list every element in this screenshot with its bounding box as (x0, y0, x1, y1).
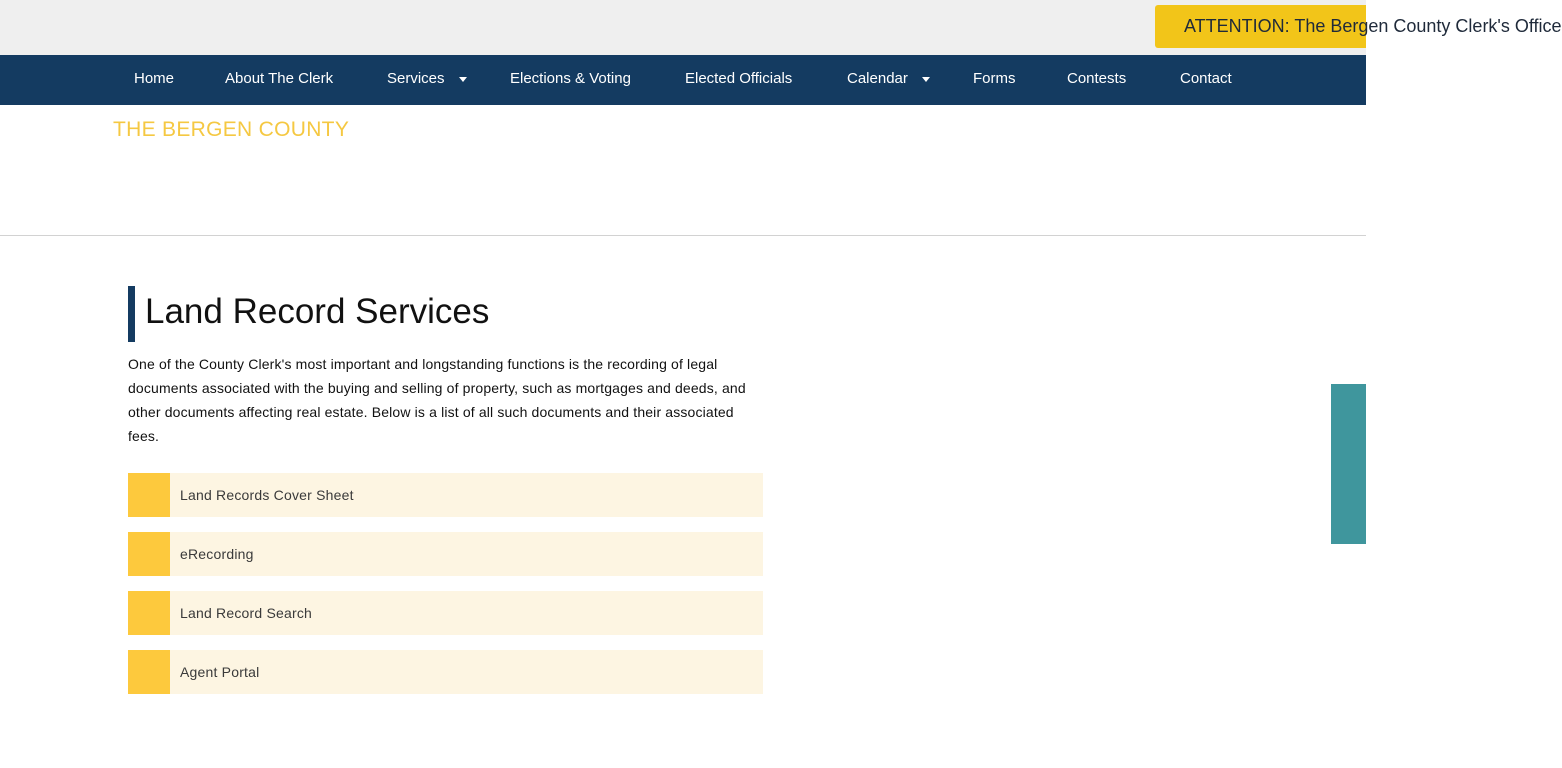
nav-forms[interactable] (973, 55, 1016, 105)
intro-paragraph: One of the County Clerk's most important and longstanding functions is the recording of legal documents associated with the buying and selling of property, such as mortgages and deeds, and other documents affecting real estate. Below is a list of all such documents and their associated fees. (128, 356, 746, 444)
title-accent-bar (128, 286, 135, 342)
chevron-down-icon (459, 77, 467, 82)
link-accent-block (128, 473, 170, 517)
nav-contact-label: Contact (1180, 70, 1232, 87)
link-land-records-cover-sheet[interactable] (128, 473, 763, 517)
nav-contests[interactable] (1067, 55, 1126, 105)
nav-services-label: Services (387, 70, 445, 87)
nav-calendar[interactable] (847, 55, 933, 105)
link-label: Land Record Search (180, 605, 313, 621)
main-nav (0, 55, 1366, 105)
nav-contact[interactable] (1180, 55, 1232, 105)
link-label: Land Records Cover Sheet (180, 487, 354, 503)
nav-home-label: Home (134, 70, 175, 87)
link-erecording[interactable] (128, 532, 763, 576)
nav-contests-label: Contests (1067, 70, 1127, 87)
side-feedback-tab[interactable] (1331, 384, 1366, 544)
link-label: eRecording (180, 546, 254, 562)
nav-elected-officials[interactable] (685, 55, 792, 105)
attention-banner[interactable] (1155, 5, 1562, 48)
link-label: Agent Portal (180, 664, 260, 680)
nav-officials-label: Elected Officials (685, 70, 793, 87)
nav-elections-voting[interactable] (510, 55, 631, 105)
link-accent-block (128, 650, 170, 694)
link-accent-block (128, 532, 170, 576)
nav-forms-label: Forms (973, 70, 1016, 87)
link-agent-portal[interactable] (128, 650, 763, 694)
chevron-down-icon (922, 77, 930, 82)
header-divider (0, 235, 1366, 236)
nav-about-the-clerk[interactable] (225, 55, 333, 105)
nav-elections-label: Elections & Voting (510, 70, 631, 87)
nav-about-label: About The Clerk (225, 70, 334, 87)
nav-services[interactable] (387, 55, 469, 105)
attention-text: ATTENTION: The Bergen County Clerk's Office (1184, 16, 1562, 36)
link-accent-block (128, 591, 170, 635)
nav-home[interactable] (134, 55, 174, 105)
site-brand[interactable]: THE BERGEN COUNTY (113, 118, 350, 141)
top-bar (0, 0, 1562, 55)
page-title: Land Record Services (145, 292, 490, 331)
link-land-record-search[interactable] (128, 591, 763, 635)
nav-calendar-label: Calendar (847, 70, 908, 87)
